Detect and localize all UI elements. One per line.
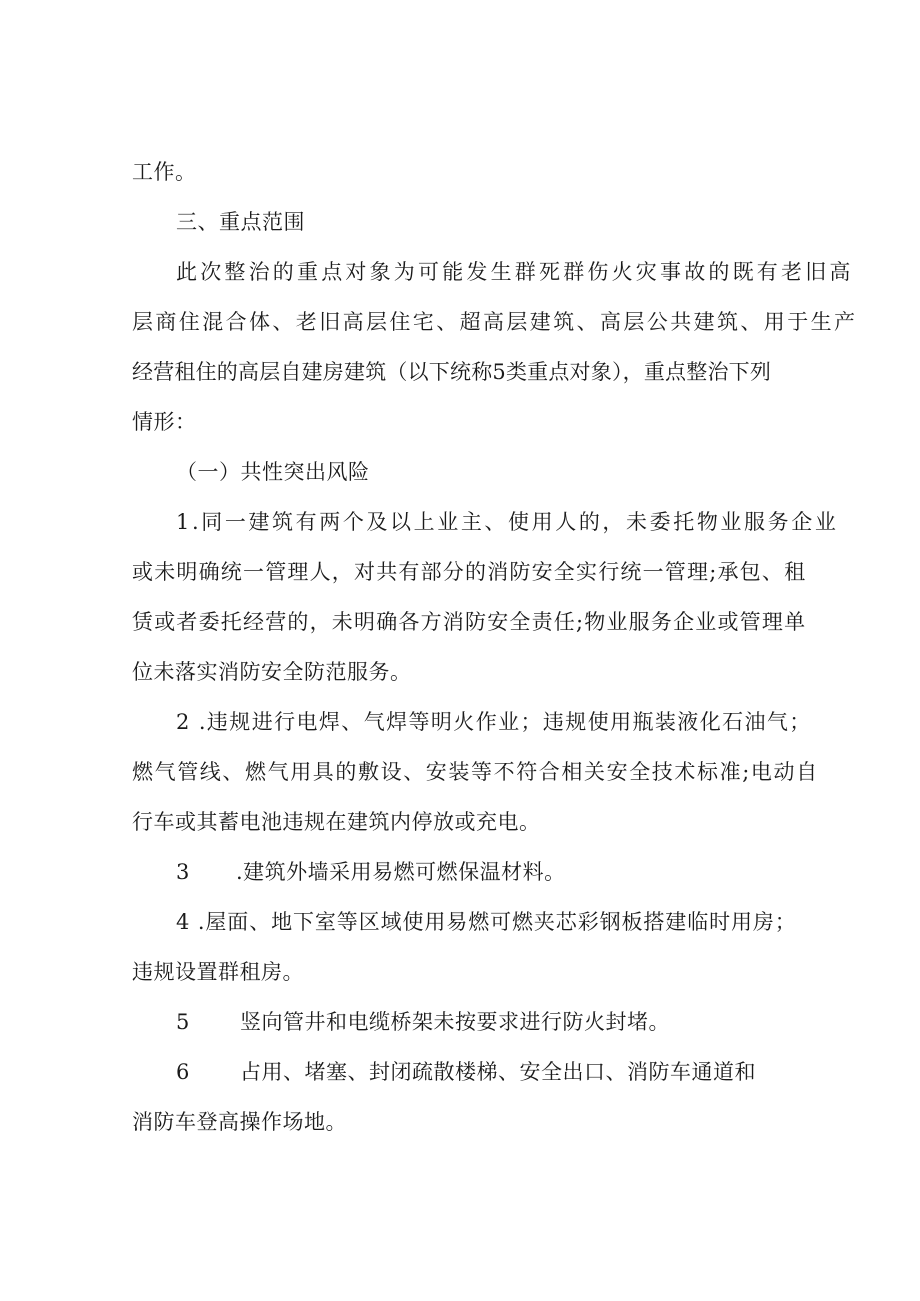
paragraph-line: 赁或者委托经营的，未明确各方消防安全责任;物业服务企业或管理单 — [132, 610, 807, 634]
paragraph-line: 行车或其蓄电池违规在建筑内停放或充电。 — [132, 810, 541, 834]
item-number: 6 — [176, 1060, 190, 1084]
paragraph-line: 情形： — [132, 410, 197, 434]
paragraph-line: 2 .违规进行电焊、气焊等明火作业；违规使用瓶装液化石油气； — [176, 710, 812, 734]
paragraph-line: 层商住混合体、老旧高层住宅、超高层建筑、高层公共建筑、用于生产 — [132, 310, 858, 334]
paragraph-line: 4 .屋面、地下室等区域使用易燃可燃夹芯彩钢板搭建临时用房； — [176, 910, 797, 934]
paragraph-line: 占用、堵塞、封闭疏散楼梯、安全出口、消防车通道和 — [240, 1060, 756, 1084]
paragraph-line: 消防车登高操作场地。 — [132, 1110, 347, 1134]
paragraph-line: 位未落实消防安全防范服务。 — [132, 660, 412, 684]
paragraph-line: 1.同一建筑有两个及以上业主、使用人的，未委托物业服务企业 — [176, 510, 839, 534]
subsection-heading: （一）共性突出风险 — [176, 460, 370, 484]
paragraph-line: 经营租住的高层自建房建筑（以下统称5类重点对象），重点整治下列 — [132, 360, 772, 384]
paragraph-line: 违规设置群租房。 — [132, 960, 304, 984]
paragraph-line: 竖向管井和电缆桥架未按要求进行防火封堵。 — [240, 1010, 670, 1034]
paragraph-line: 工作。 — [132, 160, 197, 184]
item-number: 5 — [176, 1010, 190, 1034]
paragraph-line: .建筑外墙采用易燃可燃保温材料。 — [236, 860, 566, 884]
section-heading: 三、重点范围 — [176, 210, 305, 234]
paragraph-line: 此次整治的重点对象为可能发生群死群伤火灾事故的既有老旧高 — [176, 260, 854, 284]
item-number: 3 — [176, 860, 190, 884]
paragraph-line: 燃气管线、燃气用具的敷设、安装等不符合相关安全技术标准;电动自 — [132, 760, 819, 784]
paragraph-line: 或未明确统一管理人，对共有部分的消防安全实行统一管理;承包、租 — [132, 560, 807, 584]
